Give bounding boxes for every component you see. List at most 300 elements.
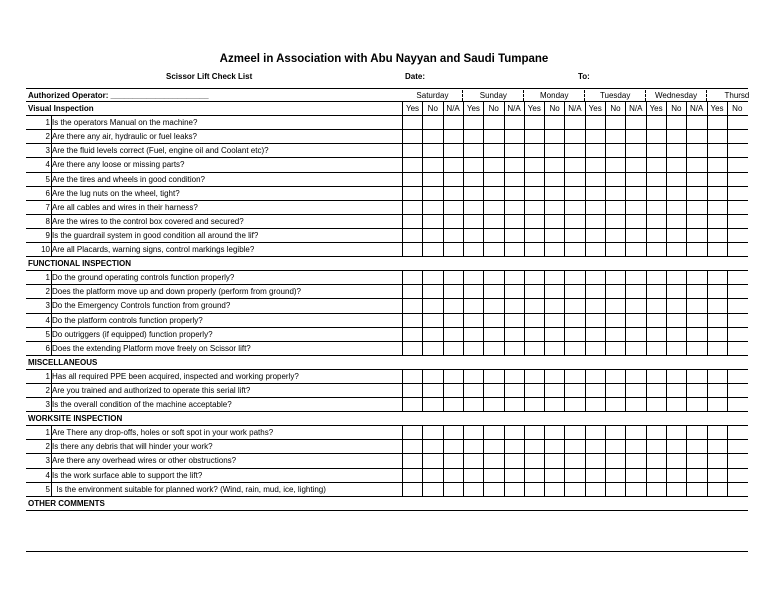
answer-cell[interactable]	[727, 158, 747, 171]
answer-cell[interactable]	[686, 144, 706, 157]
answer-cell[interactable]	[605, 229, 625, 242]
answer-cell[interactable]	[564, 314, 584, 327]
answer-cell[interactable]	[422, 384, 442, 397]
answer-cell[interactable]	[483, 201, 503, 214]
answer-cell[interactable]	[625, 342, 645, 355]
answer-cell[interactable]	[585, 158, 605, 171]
answer-cell[interactable]	[585, 243, 605, 256]
answer-cell[interactable]	[727, 469, 747, 482]
answer-cell[interactable]	[463, 173, 483, 186]
answer-cell[interactable]	[422, 173, 442, 186]
answer-cell[interactable]	[646, 342, 666, 355]
answer-cell[interactable]	[422, 299, 442, 312]
answer-cell[interactable]	[564, 229, 584, 242]
answer-cell[interactable]	[727, 328, 747, 341]
answer-cell[interactable]	[422, 285, 442, 298]
answer-cell[interactable]	[483, 158, 503, 171]
answer-cell[interactable]	[524, 285, 544, 298]
answer-cell[interactable]	[707, 187, 727, 200]
answer-cell[interactable]	[483, 328, 503, 341]
answer-cell[interactable]	[646, 483, 666, 496]
answer-cell[interactable]	[646, 398, 666, 411]
answer-cell[interactable]	[402, 454, 422, 467]
answer-cell[interactable]	[707, 384, 727, 397]
answer-cell[interactable]	[585, 215, 605, 228]
answer-cell[interactable]	[483, 342, 503, 355]
answer-cell[interactable]	[707, 201, 727, 214]
answer-cell[interactable]	[402, 158, 422, 171]
answer-cell[interactable]	[564, 173, 584, 186]
answer-cell[interactable]	[666, 398, 686, 411]
answer-cell[interactable]	[443, 426, 463, 439]
answer-cell[interactable]	[585, 299, 605, 312]
answer-cell[interactable]	[524, 328, 544, 341]
answer-cell[interactable]	[402, 285, 422, 298]
answer-cell[interactable]	[605, 483, 625, 496]
answer-cell[interactable]	[666, 342, 686, 355]
answer-cell[interactable]	[402, 483, 422, 496]
answer-cell[interactable]	[585, 483, 605, 496]
answer-cell[interactable]	[686, 469, 706, 482]
answer-cell[interactable]	[646, 271, 666, 284]
answer-cell[interactable]	[707, 243, 727, 256]
answer-cell[interactable]	[544, 483, 564, 496]
answer-cell[interactable]	[402, 370, 422, 383]
answer-cell[interactable]	[483, 285, 503, 298]
answer-cell[interactable]	[504, 314, 524, 327]
answer-cell[interactable]	[707, 116, 727, 129]
answer-cell[interactable]	[402, 314, 422, 327]
answer-cell[interactable]	[463, 299, 483, 312]
answer-cell[interactable]	[727, 454, 747, 467]
answer-cell[interactable]	[686, 215, 706, 228]
answer-cell[interactable]	[402, 187, 422, 200]
answer-cell[interactable]	[483, 469, 503, 482]
answer-cell[interactable]	[727, 483, 747, 496]
answer-cell[interactable]	[585, 398, 605, 411]
answer-cell[interactable]	[564, 384, 584, 397]
answer-cell[interactable]	[646, 469, 666, 482]
answer-cell[interactable]	[605, 285, 625, 298]
answer-cell[interactable]	[544, 314, 564, 327]
answer-cell[interactable]	[504, 201, 524, 214]
answer-cell[interactable]	[504, 483, 524, 496]
answer-cell[interactable]	[585, 173, 605, 186]
answer-cell[interactable]	[483, 454, 503, 467]
answer-cell[interactable]	[504, 144, 524, 157]
answer-cell[interactable]	[605, 187, 625, 200]
answer-cell[interactable]	[564, 483, 584, 496]
answer-cell[interactable]	[443, 243, 463, 256]
answer-cell[interactable]	[463, 469, 483, 482]
answer-cell[interactable]	[544, 130, 564, 143]
answer-cell[interactable]	[422, 398, 442, 411]
answer-cell[interactable]	[625, 384, 645, 397]
answer-cell[interactable]	[544, 229, 564, 242]
answer-cell[interactable]	[727, 229, 747, 242]
answer-cell[interactable]	[666, 201, 686, 214]
answer-cell[interactable]	[544, 370, 564, 383]
answer-cell[interactable]	[443, 483, 463, 496]
answer-cell[interactable]	[585, 370, 605, 383]
answer-cell[interactable]	[524, 187, 544, 200]
answer-cell[interactable]	[686, 314, 706, 327]
answer-cell[interactable]	[707, 144, 727, 157]
answer-cell[interactable]	[402, 328, 422, 341]
answer-cell[interactable]	[483, 483, 503, 496]
answer-cell[interactable]	[443, 285, 463, 298]
answer-cell[interactable]	[646, 440, 666, 453]
answer-cell[interactable]	[443, 187, 463, 200]
answer-cell[interactable]	[686, 243, 706, 256]
answer-cell[interactable]	[422, 454, 442, 467]
answer-cell[interactable]	[605, 314, 625, 327]
answer-cell[interactable]	[443, 271, 463, 284]
answer-cell[interactable]	[463, 370, 483, 383]
answer-cell[interactable]	[443, 229, 463, 242]
answer-cell[interactable]	[463, 158, 483, 171]
answer-cell[interactable]	[524, 440, 544, 453]
answer-cell[interactable]	[544, 328, 564, 341]
answer-cell[interactable]	[443, 201, 463, 214]
answer-cell[interactable]	[707, 454, 727, 467]
answer-cell[interactable]	[564, 398, 584, 411]
answer-cell[interactable]	[524, 370, 544, 383]
answer-cell[interactable]	[605, 299, 625, 312]
answer-cell[interactable]	[564, 215, 584, 228]
answer-cell[interactable]	[544, 285, 564, 298]
answer-cell[interactable]	[727, 285, 747, 298]
answer-cell[interactable]	[605, 398, 625, 411]
answer-cell[interactable]	[625, 483, 645, 496]
answer-cell[interactable]	[625, 299, 645, 312]
answer-cell[interactable]	[443, 370, 463, 383]
answer-cell[interactable]	[727, 440, 747, 453]
answer-cell[interactable]	[727, 201, 747, 214]
answer-cell[interactable]	[666, 426, 686, 439]
answer-cell[interactable]	[666, 243, 686, 256]
answer-cell[interactable]	[707, 215, 727, 228]
answer-cell[interactable]	[707, 299, 727, 312]
answer-cell[interactable]	[564, 426, 584, 439]
answer-cell[interactable]	[544, 398, 564, 411]
answer-cell[interactable]	[422, 314, 442, 327]
answer-cell[interactable]	[463, 454, 483, 467]
answer-cell[interactable]	[686, 483, 706, 496]
answer-cell[interactable]	[666, 454, 686, 467]
answer-cell[interactable]	[564, 440, 584, 453]
answer-cell[interactable]	[524, 173, 544, 186]
answer-cell[interactable]	[727, 314, 747, 327]
answer-cell[interactable]	[666, 187, 686, 200]
answer-cell[interactable]	[544, 215, 564, 228]
answer-cell[interactable]	[443, 314, 463, 327]
answer-cell[interactable]	[524, 398, 544, 411]
answer-cell[interactable]	[544, 116, 564, 129]
answer-cell[interactable]	[504, 243, 524, 256]
answer-cell[interactable]	[646, 370, 666, 383]
answer-cell[interactable]	[666, 158, 686, 171]
answer-cell[interactable]	[402, 243, 422, 256]
answer-cell[interactable]	[564, 187, 584, 200]
answer-cell[interactable]	[646, 328, 666, 341]
answer-cell[interactable]	[646, 130, 666, 143]
answer-cell[interactable]	[625, 426, 645, 439]
answer-cell[interactable]	[544, 342, 564, 355]
answer-cell[interactable]	[422, 370, 442, 383]
answer-cell[interactable]	[564, 243, 584, 256]
answer-cell[interactable]	[686, 426, 706, 439]
answer-cell[interactable]	[646, 229, 666, 242]
answer-cell[interactable]	[402, 116, 422, 129]
answer-cell[interactable]	[585, 271, 605, 284]
answer-cell[interactable]	[443, 469, 463, 482]
answer-cell[interactable]	[564, 370, 584, 383]
answer-cell[interactable]	[443, 173, 463, 186]
answer-cell[interactable]	[524, 314, 544, 327]
answer-cell[interactable]	[686, 201, 706, 214]
answer-cell[interactable]	[463, 398, 483, 411]
answer-cell[interactable]	[483, 426, 503, 439]
answer-cell[interactable]	[646, 201, 666, 214]
answer-cell[interactable]	[707, 440, 727, 453]
answer-cell[interactable]	[625, 398, 645, 411]
answer-cell[interactable]	[524, 454, 544, 467]
answer-cell[interactable]	[463, 440, 483, 453]
answer-cell[interactable]	[504, 469, 524, 482]
answer-cell[interactable]	[564, 144, 584, 157]
answer-cell[interactable]	[646, 116, 666, 129]
answer-cell[interactable]	[564, 116, 584, 129]
answer-cell[interactable]	[402, 342, 422, 355]
answer-cell[interactable]	[483, 173, 503, 186]
answer-cell[interactable]	[727, 299, 747, 312]
answer-cell[interactable]	[686, 398, 706, 411]
answer-cell[interactable]	[504, 173, 524, 186]
answer-cell[interactable]	[402, 426, 422, 439]
answer-cell[interactable]	[666, 173, 686, 186]
answer-cell[interactable]	[463, 243, 483, 256]
answer-cell[interactable]	[544, 454, 564, 467]
answer-cell[interactable]	[422, 130, 442, 143]
answer-cell[interactable]	[524, 215, 544, 228]
answer-cell[interactable]	[605, 130, 625, 143]
answer-cell[interactable]	[686, 173, 706, 186]
answer-cell[interactable]	[483, 299, 503, 312]
answer-cell[interactable]	[483, 271, 503, 284]
answer-cell[interactable]	[585, 314, 605, 327]
answer-cell[interactable]	[402, 144, 422, 157]
answer-cell[interactable]	[504, 116, 524, 129]
answer-cell[interactable]	[605, 370, 625, 383]
answer-cell[interactable]	[443, 440, 463, 453]
answer-cell[interactable]	[524, 384, 544, 397]
answer-cell[interactable]	[504, 158, 524, 171]
answer-cell[interactable]	[727, 173, 747, 186]
answer-cell[interactable]	[463, 215, 483, 228]
answer-cell[interactable]	[666, 285, 686, 298]
answer-cell[interactable]	[524, 158, 544, 171]
answer-cell[interactable]	[483, 116, 503, 129]
answer-cell[interactable]	[727, 398, 747, 411]
answer-cell[interactable]	[625, 116, 645, 129]
answer-cell[interactable]	[524, 201, 544, 214]
answer-cell[interactable]	[646, 158, 666, 171]
answer-cell[interactable]	[402, 201, 422, 214]
answer-cell[interactable]	[422, 158, 442, 171]
answer-cell[interactable]	[585, 201, 605, 214]
answer-cell[interactable]	[504, 130, 524, 143]
answer-cell[interactable]	[443, 398, 463, 411]
answer-cell[interactable]	[443, 215, 463, 228]
answer-cell[interactable]	[402, 398, 422, 411]
answer-cell[interactable]	[463, 144, 483, 157]
answer-cell[interactable]	[524, 426, 544, 439]
answer-cell[interactable]	[727, 271, 747, 284]
answer-cell[interactable]	[504, 384, 524, 397]
answer-cell[interactable]	[463, 271, 483, 284]
answer-cell[interactable]	[585, 130, 605, 143]
answer-cell[interactable]	[422, 483, 442, 496]
answer-cell[interactable]	[544, 173, 564, 186]
answer-cell[interactable]	[402, 384, 422, 397]
answer-cell[interactable]	[443, 328, 463, 341]
answer-cell[interactable]	[605, 342, 625, 355]
answer-cell[interactable]	[727, 370, 747, 383]
answer-cell[interactable]	[686, 187, 706, 200]
answer-cell[interactable]	[463, 130, 483, 143]
answer-cell[interactable]	[504, 440, 524, 453]
answer-cell[interactable]	[544, 158, 564, 171]
answer-cell[interactable]	[646, 384, 666, 397]
answer-cell[interactable]	[422, 440, 442, 453]
answer-cell[interactable]	[666, 370, 686, 383]
answer-cell[interactable]	[686, 285, 706, 298]
answer-cell[interactable]	[544, 426, 564, 439]
answer-cell[interactable]	[666, 469, 686, 482]
answer-cell[interactable]	[727, 384, 747, 397]
answer-cell[interactable]	[463, 187, 483, 200]
answer-cell[interactable]	[483, 398, 503, 411]
answer-cell[interactable]	[504, 187, 524, 200]
answer-cell[interactable]	[727, 426, 747, 439]
answer-cell[interactable]	[686, 440, 706, 453]
answer-cell[interactable]	[585, 187, 605, 200]
answer-cell[interactable]	[564, 285, 584, 298]
answer-cell[interactable]	[585, 116, 605, 129]
answer-cell[interactable]	[686, 116, 706, 129]
answer-cell[interactable]	[402, 271, 422, 284]
answer-cell[interactable]	[463, 116, 483, 129]
answer-cell[interactable]	[707, 314, 727, 327]
answer-cell[interactable]	[422, 243, 442, 256]
answer-cell[interactable]	[544, 384, 564, 397]
answer-cell[interactable]	[585, 144, 605, 157]
answer-cell[interactable]	[402, 215, 422, 228]
answer-cell[interactable]	[544, 299, 564, 312]
answer-cell[interactable]	[402, 130, 422, 143]
answer-cell[interactable]	[605, 271, 625, 284]
answer-cell[interactable]	[524, 116, 544, 129]
answer-cell[interactable]	[443, 144, 463, 157]
answer-cell[interactable]	[646, 299, 666, 312]
answer-cell[interactable]	[646, 144, 666, 157]
answer-cell[interactable]	[727, 243, 747, 256]
answer-cell[interactable]	[483, 243, 503, 256]
answer-cell[interactable]	[544, 271, 564, 284]
answer-cell[interactable]	[564, 271, 584, 284]
answer-cell[interactable]	[625, 158, 645, 171]
answer-cell[interactable]	[605, 158, 625, 171]
answer-cell[interactable]	[625, 173, 645, 186]
answer-cell[interactable]	[686, 130, 706, 143]
answer-cell[interactable]	[666, 299, 686, 312]
answer-cell[interactable]	[686, 384, 706, 397]
answer-cell[interactable]	[686, 299, 706, 312]
answer-cell[interactable]	[625, 215, 645, 228]
answer-cell[interactable]	[483, 144, 503, 157]
answer-cell[interactable]	[686, 342, 706, 355]
answer-cell[interactable]	[625, 285, 645, 298]
answer-cell[interactable]	[646, 426, 666, 439]
answer-cell[interactable]	[646, 187, 666, 200]
answer-cell[interactable]	[564, 328, 584, 341]
answer-cell[interactable]	[524, 342, 544, 355]
answer-cell[interactable]	[666, 483, 686, 496]
answer-cell[interactable]	[585, 384, 605, 397]
answer-cell[interactable]	[686, 229, 706, 242]
answer-cell[interactable]	[727, 116, 747, 129]
answer-cell[interactable]	[625, 243, 645, 256]
answer-cell[interactable]	[707, 130, 727, 143]
answer-cell[interactable]	[524, 229, 544, 242]
answer-cell[interactable]	[564, 158, 584, 171]
answer-cell[interactable]	[504, 215, 524, 228]
answer-cell[interactable]	[443, 116, 463, 129]
answer-cell[interactable]	[422, 116, 442, 129]
answer-cell[interactable]	[707, 271, 727, 284]
answer-cell[interactable]	[402, 229, 422, 242]
answer-cell[interactable]	[666, 271, 686, 284]
answer-cell[interactable]	[483, 229, 503, 242]
answer-cell[interactable]	[585, 469, 605, 482]
answer-cell[interactable]	[483, 130, 503, 143]
answer-cell[interactable]	[605, 116, 625, 129]
answer-cell[interactable]	[646, 285, 666, 298]
answer-cell[interactable]	[544, 440, 564, 453]
answer-cell[interactable]	[666, 130, 686, 143]
answer-cell[interactable]	[483, 440, 503, 453]
answer-cell[interactable]	[707, 328, 727, 341]
answer-cell[interactable]	[443, 342, 463, 355]
answer-cell[interactable]	[585, 454, 605, 467]
answer-cell[interactable]	[585, 229, 605, 242]
answer-cell[interactable]	[443, 384, 463, 397]
answer-cell[interactable]	[727, 215, 747, 228]
answer-cell[interactable]	[544, 201, 564, 214]
answer-cell[interactable]	[727, 130, 747, 143]
answer-cell[interactable]	[646, 215, 666, 228]
answer-cell[interactable]	[707, 483, 727, 496]
answer-cell[interactable]	[463, 285, 483, 298]
answer-cell[interactable]	[707, 285, 727, 298]
answer-cell[interactable]	[605, 173, 625, 186]
answer-cell[interactable]	[564, 454, 584, 467]
answer-cell[interactable]	[605, 469, 625, 482]
answer-cell[interactable]	[422, 215, 442, 228]
answer-cell[interactable]	[504, 398, 524, 411]
answer-cell[interactable]	[402, 440, 422, 453]
